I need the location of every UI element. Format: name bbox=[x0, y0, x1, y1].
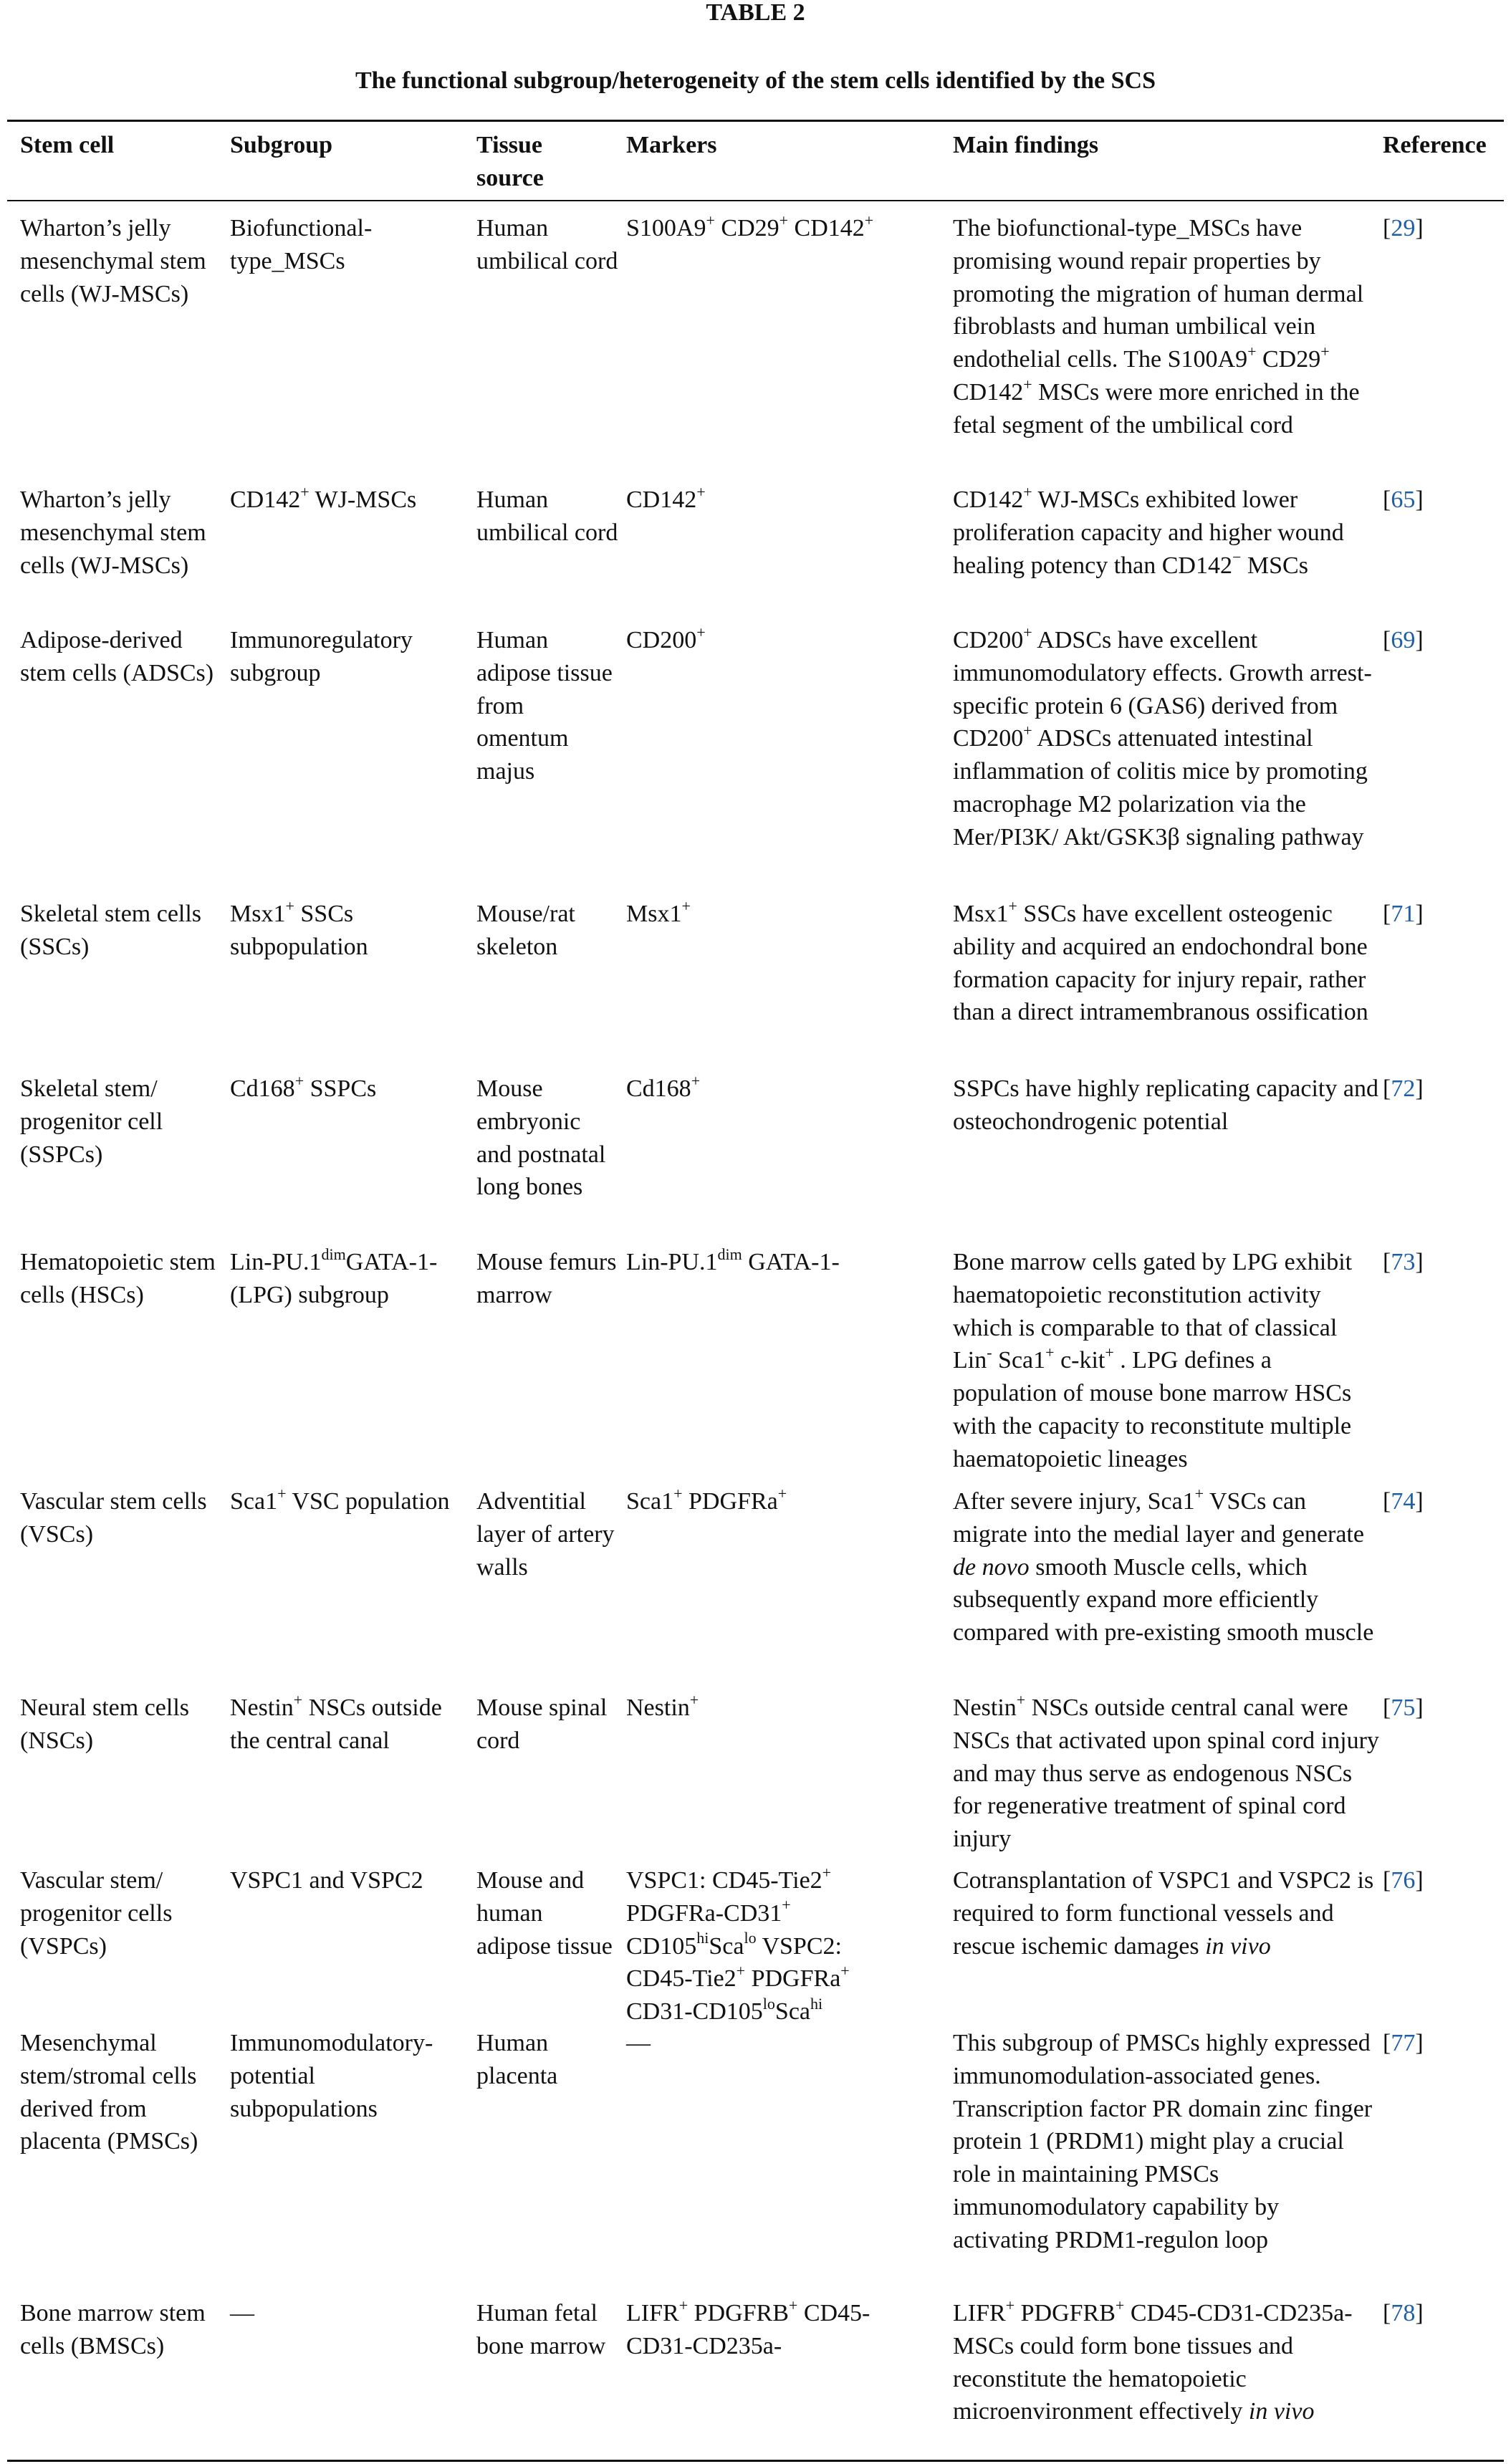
bottom-rule bbox=[7, 2460, 1504, 2462]
reference-link[interactable]: 69 bbox=[1391, 627, 1416, 653]
cell-main-findings: Bone marrow cells gated by LPG exhibit haematopoietic reconstitution activity which is comparable to that of classical Lin- Sca1+ c-kit+ . LPG defines a population of mouse bone marrow HSCs with the capacity to reconstitute multiple haematopoietic lineages bbox=[953, 1249, 1353, 1472]
cell-markers: CD200+ bbox=[626, 623, 706, 653]
cell-subgroup: — bbox=[230, 2300, 254, 2326]
cell-main-findings: LIFR+ PDGFRB+ CD45-CD31-CD235a-MSCs could form bone tissues and reconstitute the hematopoietic microenvironment effectively in vivo bbox=[953, 2296, 1353, 2425]
reference-link[interactable]: 29 bbox=[1391, 215, 1416, 241]
cell-main-findings: This subgroup of PMSCs highly expressed immunomodulation-associated genes. Transcription factor PR domain zinc finger protein 1 (PRDM1) might play a crucial role in maintaining PMSCs immunomodulatory capability by activating PRDM1-regulon loop bbox=[953, 2030, 1373, 2253]
header-main-findings: Main findings bbox=[953, 132, 1099, 158]
cell-stem-cell: Neural stem cells (NSCs) bbox=[20, 1694, 190, 1754]
cell-tissue-source: Human umbilical cord bbox=[476, 486, 618, 546]
cell-stem-cell: Skeletal stem/ progenitor cell (SSPCs) bbox=[20, 1075, 163, 1168]
cell-tissue-source: Mouse and human adipose tissue bbox=[476, 1867, 613, 1960]
cell-main-findings: SSPCs have highly replicating capacity and osteochondrogenic potential bbox=[953, 1075, 1378, 1135]
cell-reference: [29] bbox=[1383, 215, 1424, 241]
cell-tissue-source: Mouse/rat skeleton bbox=[476, 901, 575, 960]
cell-reference: [75] bbox=[1383, 1694, 1424, 1721]
cell-markers: S100A9+ CD29+ CD142+ bbox=[626, 211, 874, 241]
cell-markers: CD142+ bbox=[626, 482, 706, 513]
cell-reference: [73] bbox=[1383, 1249, 1424, 1275]
cell-main-findings: Msx1+ SSCs have excellent osteogenic ability and acquired an endochondral bone formation capacity for injury repair, rather than a direct intramembranous ossification bbox=[953, 896, 1368, 1026]
cell-main-findings: CD200+ ADSCs have excellent immunomodulatory effects. Growth arrest-specific protein 6 (GAS6) derived from CD200+ ADSCs attenuated intestinal inflammation of colitis mice by promoting macrophage M2 polarization via the Mer/PI3K/ Akt/GSK3β signaling pathway bbox=[953, 623, 1372, 850]
reference-link[interactable]: 71 bbox=[1391, 901, 1416, 927]
reference-link[interactable]: 73 bbox=[1391, 1249, 1416, 1275]
cell-stem-cell: Adipose-derived stem cells (ADSCs) bbox=[20, 627, 214, 686]
header-tissue-source: Tissue source bbox=[476, 132, 544, 191]
cell-reference: [65] bbox=[1383, 486, 1424, 513]
cell-reference: [74] bbox=[1383, 1488, 1424, 1515]
cell-subgroup: Msx1+ SSCs subpopulation bbox=[230, 896, 368, 960]
cell-subgroup: Biofunctional-type_MSCs bbox=[230, 215, 373, 274]
cell-tissue-source: Mouse femurs marrow bbox=[476, 1249, 617, 1308]
table-caption: The functional subgroup/heterogeneity of the stem cells identified by the SCS bbox=[355, 67, 1156, 94]
cell-subgroup: VSPC1 and VSPC2 bbox=[230, 1867, 423, 1894]
header-stem-cell: Stem cell bbox=[20, 132, 115, 158]
header-rule bbox=[7, 200, 1504, 201]
cell-main-findings: CD142+ WJ-MSCs exhibited lower proliferation capacity and higher wound healing potency than CD142− MSCs bbox=[953, 482, 1344, 579]
header-markers: Markers bbox=[626, 132, 717, 158]
cell-subgroup: Lin-$PU.1^{dim}GATA-1-(LPG)$ subgroup bbox=[230, 1245, 438, 1308]
reference-link[interactable]: 74 bbox=[1391, 1488, 1416, 1515]
reference-link[interactable]: 77 bbox=[1391, 2030, 1416, 2056]
cell-subgroup: Sca1+ VSC population bbox=[230, 1484, 450, 1515]
cell-reference: [78] bbox=[1383, 2300, 1424, 2326]
table-header bbox=[0, 129, 1511, 201]
reference-link[interactable]: 72 bbox=[1391, 1075, 1416, 1102]
cell-reference: [69] bbox=[1383, 627, 1424, 653]
cell-tissue-source: Human placenta bbox=[476, 2030, 558, 2089]
cell-subgroup: Immunomodulatory-potential subpopulations bbox=[230, 2030, 433, 2122]
cell-stem-cell: Hematopoietic stem cells (HSCs) bbox=[20, 1249, 216, 1308]
cell-stem-cell: Skeletal stem cells (SSCs) bbox=[20, 901, 202, 960]
header-reference: Reference bbox=[1383, 132, 1487, 158]
cell-tissue-source: Human fetal bone marrow bbox=[476, 2300, 606, 2359]
cell-subgroup: Cd168+ SSPCs bbox=[230, 1071, 377, 1102]
top-rule bbox=[7, 120, 1504, 122]
cell-stem-cell: Wharton’s jelly mesenchymal stem cells (WJ-MSCs) bbox=[20, 215, 206, 307]
cell-markers: VSPC1: CD45-Tie2+ PDGFRa-CD31+ $CD105^{hi}Sca^{lo}$ VSPC2: CD45-Tie2+ PDGFRa+ $CD31-CD105^{lo}Sca^{hi}$ bbox=[626, 1863, 850, 2026]
reference-link[interactable]: 76 bbox=[1391, 1867, 1416, 1894]
cell-markers: Lin-$PU.1^{dim}$ GATA-1- bbox=[626, 1245, 840, 1275]
cell-stem-cell: Wharton’s jelly mesenchymal stem cells (WJ-MSCs) bbox=[20, 486, 206, 579]
cell-main-findings: After severe injury, Sca1+ VSCs can migrate into the medial layer and generate de novo smooth Muscle cells, which subsequently expand more efficiently compared with pre-existing smooth muscle bbox=[953, 1484, 1374, 1646]
cell-main-findings: Nestin+ NSCs outside central canal were NSCs that activated upon spinal cord injury and may thus serve as endogenous NSCs for regenerative treatment of spinal cord injury bbox=[953, 1690, 1379, 1853]
cell-tissue-source: Human adipose tissue from omentum majus bbox=[476, 627, 613, 785]
reference-link[interactable]: 78 bbox=[1391, 2300, 1416, 2326]
cell-reference: [76] bbox=[1383, 1867, 1424, 1894]
cell-reference: [77] bbox=[1383, 2030, 1424, 2056]
cell-markers: Nestin+ bbox=[626, 1690, 699, 1721]
cell-subgroup: CD142+ WJ-MSCs bbox=[230, 482, 417, 513]
header-subgroup: Subgroup bbox=[230, 132, 333, 158]
cell-main-findings: Cotransplantation of VSPC1 and VSPC2 is required to form functional vessels and rescue ischemic damages in vivo bbox=[953, 1867, 1374, 1960]
cell-markers: LIFR+ PDGFRB+ CD45-CD31-CD235a- bbox=[626, 2296, 870, 2359]
cell-markers: — bbox=[626, 2030, 651, 2056]
cell-tissue-source: Mouse embryonic and postnatal long bones bbox=[476, 1075, 606, 1201]
cell-markers: Sca1+ PDGFRa+ bbox=[626, 1484, 787, 1515]
cell-stem-cell: Vascular stem cells (VSCs) bbox=[20, 1488, 207, 1548]
cell-tissue-source: Human umbilical cord bbox=[476, 215, 618, 274]
cell-reference: [72] bbox=[1383, 1075, 1424, 1102]
cell-tissue-source: Mouse spinal cord bbox=[476, 1694, 608, 1754]
table-label: TABLE 2 bbox=[706, 0, 805, 26]
reference-link[interactable]: 75 bbox=[1391, 1694, 1416, 1721]
cell-main-findings: The biofunctional-type_MSCs have promising wound repair properties by promoting the migration of human dermal fibroblasts and human umbilical vein endothelial cells. The S100A9+ CD29+ CD142+ MSCs were more enriched in the fetal segment of the umbilical cord bbox=[953, 215, 1364, 438]
reference-link[interactable]: 65 bbox=[1391, 486, 1416, 513]
cell-reference: [71] bbox=[1383, 901, 1424, 927]
cell-markers: Cd168+ bbox=[626, 1071, 701, 1102]
cell-subgroup: Nestin+ NSCs outside the central canal bbox=[230, 1690, 442, 1754]
cell-stem-cell: Vascular stem/ progenitor cells (VSPCs) bbox=[20, 1867, 173, 1960]
cell-tissue-source: Adventitial layer of artery walls bbox=[476, 1488, 615, 1581]
cell-markers: Msx1+ bbox=[626, 896, 691, 927]
cell-stem-cell: Bone marrow stem cells (BMSCs) bbox=[20, 2300, 206, 2359]
cell-subgroup: Immunoregulatory subgroup bbox=[230, 627, 413, 686]
cell-stem-cell: Mesenchymal stem/stromal cells derived from placenta (PMSCs) bbox=[20, 2030, 198, 2155]
